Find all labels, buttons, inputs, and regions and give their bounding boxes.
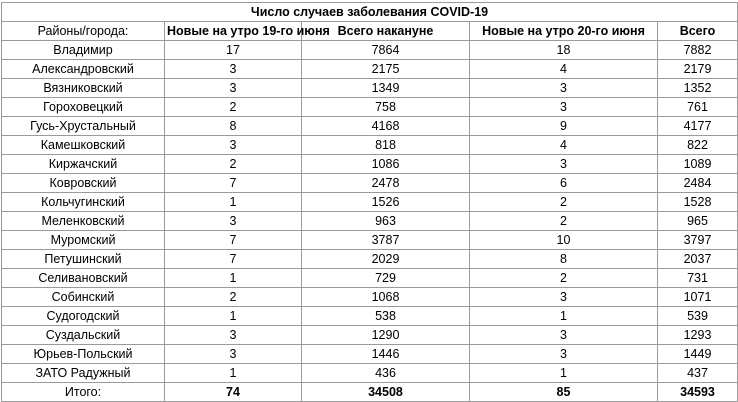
total-before-cell: 758 (302, 98, 470, 117)
new-20-june-cell: 3 (470, 326, 658, 345)
district-name-cell: Меленковский (2, 212, 165, 231)
total-before-cell: 1086 (302, 155, 470, 174)
table-row (2, 212, 738, 231)
table-row (2, 326, 738, 345)
new-20-june-cell: 3 (470, 98, 658, 117)
total-cell: 1528 (658, 193, 738, 212)
total-cell: 437 (658, 364, 738, 383)
total-before-cell: 1446 (302, 345, 470, 364)
new-19-june-cell: 3 (165, 60, 302, 79)
total-cell: 3797 (658, 231, 738, 250)
new-20-june-cell: 10 (470, 231, 658, 250)
total-cell: 761 (658, 98, 738, 117)
district-name-cell: Вязниковский (2, 79, 165, 98)
table-title-row (2, 3, 738, 22)
table-row (2, 193, 738, 212)
table-row (2, 231, 738, 250)
district-name-cell: Владимир (2, 41, 165, 60)
new-19-june-cell: 3 (165, 212, 302, 231)
district-name-cell: Кольчугинский (2, 193, 165, 212)
new-19-june-cell: 7 (165, 231, 302, 250)
total-cell: 731 (658, 269, 738, 288)
new-19-june-cell: 1 (165, 269, 302, 288)
new-19-june-cell: 2 (165, 98, 302, 117)
new-20-june-cell: 6 (470, 174, 658, 193)
total-before-cell: 4168 (302, 117, 470, 136)
total-cell: 2179 (658, 60, 738, 79)
table-row (2, 136, 738, 155)
new-20-june-cell: 9 (470, 117, 658, 136)
table-row (2, 288, 738, 307)
district-name-cell: Селивановский (2, 269, 165, 288)
total-cell: 7882 (658, 41, 738, 60)
table-row (2, 250, 738, 269)
total-cell: 539 (658, 307, 738, 326)
column-header-district: Районы/города: (2, 22, 165, 41)
new-20-june-cell: 3 (470, 288, 658, 307)
table-row (2, 79, 738, 98)
column-header-total-before: Всего накануне (302, 22, 470, 41)
district-name-cell: Ковровский (2, 174, 165, 193)
total-before-cell: 818 (302, 136, 470, 155)
new-20-june-cell: 1 (470, 364, 658, 383)
new-19-june-cell: 1 (165, 364, 302, 383)
covid-cases-table (1, 2, 738, 402)
table-row (2, 41, 738, 60)
new-19-june-cell: 17 (165, 41, 302, 60)
table-title: Число случаев заболевания COVID-19 (2, 3, 738, 22)
new-19-june-cell: 3 (165, 136, 302, 155)
total-before-cell: 963 (302, 212, 470, 231)
total-before-cell: 2029 (302, 250, 470, 269)
new-19-june-cell: 2 (165, 155, 302, 174)
new-20-june-cell: 8 (470, 250, 658, 269)
total-label: Итого: (2, 383, 165, 402)
table-row (2, 269, 738, 288)
new-19-june-cell: 3 (165, 345, 302, 364)
total-before-cell: 1068 (302, 288, 470, 307)
new-19-june-cell: 1 (165, 307, 302, 326)
district-name-cell: Судогодский (2, 307, 165, 326)
table-row (2, 117, 738, 136)
district-name-cell: Суздальский (2, 326, 165, 345)
table-row (2, 174, 738, 193)
district-name-cell: Александровский (2, 60, 165, 79)
table-row (2, 307, 738, 326)
table-row (2, 98, 738, 117)
new-19-june-cell: 8 (165, 117, 302, 136)
new-20-june-cell: 1 (470, 307, 658, 326)
column-header-new-20-june: Новые на утро 20-го июня (470, 22, 658, 41)
table-body (2, 41, 738, 383)
new-19-june-cell: 7 (165, 174, 302, 193)
new-20-june-cell: 2 (470, 212, 658, 231)
total-cell: 1449 (658, 345, 738, 364)
total-cell: 965 (658, 212, 738, 231)
district-name-cell: ЗАТО Радужный (2, 364, 165, 383)
column-header-new-19-june: Новые на утро 19-го июня (165, 22, 302, 41)
total-before-cell: 1290 (302, 326, 470, 345)
total-before-cell: 729 (302, 269, 470, 288)
total-before-cell: 1526 (302, 193, 470, 212)
district-name-cell: Муромский (2, 231, 165, 250)
new-19-june-cell: 1 (165, 193, 302, 212)
district-name-cell: Камешковский (2, 136, 165, 155)
column-header-total: Всего (658, 22, 738, 41)
new-20-june-cell: 3 (470, 79, 658, 98)
total-before-cell: 3787 (302, 231, 470, 250)
total-cell: 4177 (658, 117, 738, 136)
total-cell: 2484 (658, 174, 738, 193)
total-cell: 2037 (658, 250, 738, 269)
new-20-june-cell: 4 (470, 60, 658, 79)
total-before-cell: 2478 (302, 174, 470, 193)
total-cell: 1071 (658, 288, 738, 307)
district-name-cell: Гороховецкий (2, 98, 165, 117)
total-before-cell: 538 (302, 307, 470, 326)
new-19-june-cell: 2 (165, 288, 302, 307)
district-name-cell: Гусь-Хрустальный (2, 117, 165, 136)
total-all: 34593 (658, 383, 738, 402)
total-new-20-june: 85 (470, 383, 658, 402)
new-20-june-cell: 18 (470, 41, 658, 60)
total-cell: 822 (658, 136, 738, 155)
new-20-june-cell: 3 (470, 155, 658, 174)
total-before-cell: 7864 (302, 41, 470, 60)
total-cell: 1089 (658, 155, 738, 174)
total-before-cell: 1349 (302, 79, 470, 98)
total-cell: 1293 (658, 326, 738, 345)
new-20-june-cell: 3 (470, 345, 658, 364)
table-header-row (2, 22, 738, 41)
district-name-cell: Собинский (2, 288, 165, 307)
new-19-june-cell: 3 (165, 326, 302, 345)
table-total-row (2, 383, 738, 402)
new-20-june-cell: 2 (470, 269, 658, 288)
new-19-june-cell: 3 (165, 79, 302, 98)
table-row (2, 60, 738, 79)
new-19-june-cell: 7 (165, 250, 302, 269)
table-row (2, 155, 738, 174)
total-before-cell: 436 (302, 364, 470, 383)
total-new-19-june: 74 (165, 383, 302, 402)
new-20-june-cell: 4 (470, 136, 658, 155)
new-20-june-cell: 2 (470, 193, 658, 212)
table-row (2, 345, 738, 364)
district-name-cell: Киржачский (2, 155, 165, 174)
total-before-cell: 2175 (302, 60, 470, 79)
district-name-cell: Юрьев-Польский (2, 345, 165, 364)
district-name-cell: Петушинский (2, 250, 165, 269)
table-row (2, 364, 738, 383)
total-before: 34508 (302, 383, 470, 402)
total-cell: 1352 (658, 79, 738, 98)
